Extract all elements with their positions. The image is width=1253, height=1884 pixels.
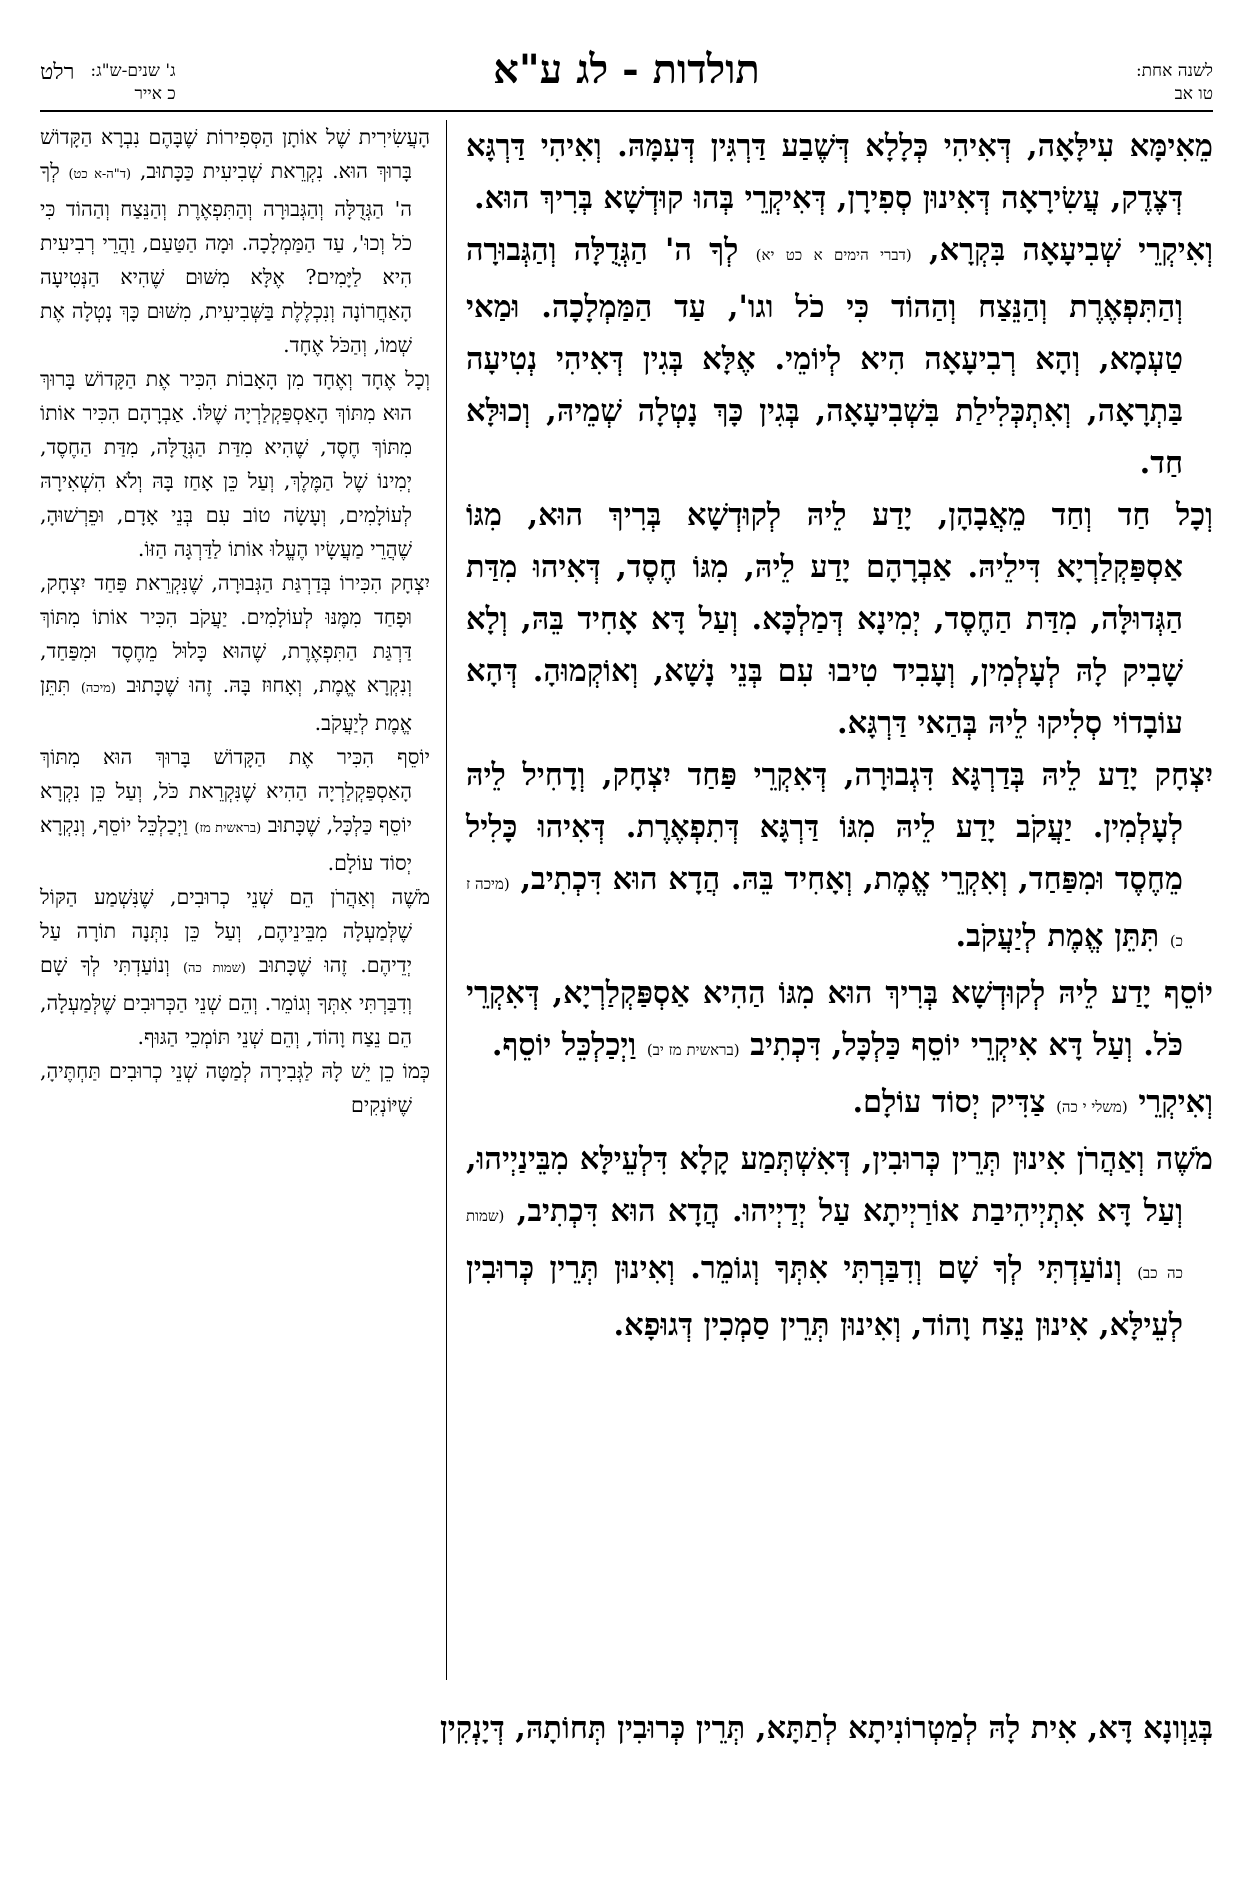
paragraph-text: יִצְחָק הִכִּירוֹ בְּדַרְגַּת הַגְּבוּרָה, שֶׁנִּקְרֵאת פַּחַד יִצְחָק, וּפָחַד מִמֶּנּוּ לְעוֹלָמִים. יַעֲקֹב הִכִּיר אוֹתוֹ מִתּוֹךְ דַּרְגַּת הַתִּפְאֶרֶת, שֶׁהוּא כָּלוּל מֵחֶסֶד וּמִפַּחַד, וְנִקְרָא אֱמֶת, וְאָחוּז בָּהּ. זֶהוּ שֶׁכָּתוּב xyxy=(40,571,430,697)
verse-reference: (מיכה ז כ) xyxy=(466,875,1183,950)
column-divider xyxy=(446,120,447,1680)
verse-reference: (שמות כה) xyxy=(182,961,246,976)
paragraph-text: וַיְכַלְכֵּל יוֹסֵף. xyxy=(491,1027,637,1063)
paragraph-text: וַיְכַלְכֵּל יוֹסֵף, וְנִקְרָא יְסוֹד עוֹלָם. xyxy=(40,813,412,875)
paragraph-text: צַדִּיק יְסוֹד עוֹלָם. xyxy=(852,1084,1046,1120)
schedule-three-years-date: כ אייר xyxy=(134,84,176,104)
paragraph-text: לְךָ ה' הַגְּדֻלָּה וְהַגְּבוּרָה וְהַתִּפְאֶרֶת וְהַנֵּצַח וְהַהוֹד כִּי כֹל וגו', עַד הַמַּמְלָכָה. וּמַאי טַעְמָא, וְהָא רְבִיעָאָה הִיא לְיוֹמֵי. אֶלָּא בְּגִין דְּאִיהִי נְטִיעָה בַּתְרָאָה, וְאִתְכְּלִילַת בִּשְׁבִיעָאָה, בְּגִין כָּךְ נָטְלָה שְׁמֵיהּ, וְכוּלָּא חַד. xyxy=(466,232,1183,481)
paragraph-text: וְנוֹעַדְתִּי לְךָ שָׁם וְדִבַּרְתִּי אִתְּךָ וְגוֹמֵר. וְהֵם שְׁנֵי הַכְּרוּבִים שֶׁלְּמַעְלָה, הֵם נֵצַח וָהוֹד, וְהֵם שְׁנֵי תּוֹמְכֵי הַגּוּף. xyxy=(40,953,412,1049)
main-paragraph xyxy=(466,120,1213,224)
main-paragraph xyxy=(466,489,1213,749)
main-paragraph xyxy=(466,967,1213,1076)
main-paragraph xyxy=(466,749,1213,967)
verse-reference: (ד"ה-א כט) xyxy=(68,167,132,182)
verse-reference: (בראשית מז) xyxy=(194,821,262,836)
paragraph-text: תִּתֵּן אֱמֶת לְיַעֲקֹב. xyxy=(955,918,1160,954)
paragraph-text: לְךָ ה' הַגְּדֻלָּה וְהַגְּבוּרָה וְהַתִּפְאֶרֶת וְהַנֵּצַח וְהַהוֹד כִּי כֹל וְכוּ', עַד הַמַּמְלָכָה. וּמָה הַטַּעַם, וַהֲרֵי רְבִיעִית הִיא לַיָּמִים? אֶלָּא מִשּׁוּם שֶׁהִיא הַנְּטִיעָה הָאַחֲרוֹנָה וְנִכְלֶלֶת בַּשְּׁבִיעִית, מִשּׁוּם כָּךְ נָטְלָה אֶת שְׁמוֹ, וְהַכֹּל אֶחָד. xyxy=(40,159,412,357)
side-paragraph xyxy=(40,740,430,880)
aramaic-main-text xyxy=(466,120,1213,1351)
schedule-three-years-label: ג' שנים-ש"ג: xyxy=(90,61,176,81)
main-paragraph xyxy=(466,224,1213,489)
schedule-three-years xyxy=(40,60,176,106)
paragraph-text: תִּתֵּן אֱמֶת לְיַעֲקֹב. xyxy=(40,673,412,735)
main-paragraph xyxy=(466,1133,1213,1351)
main-text-continuation-line: בְּגַוְונָא דָּא, אִית לָהּ לְמַטְרוֹנִיתָא לְתַתָּא, תְּרֵין כְּרוּבִין תְּחוֹתָהּ, דְּיָנְקִין xyxy=(439,1710,1213,1746)
page-number: רלט xyxy=(40,60,75,85)
page-title: תולדות - לג ע"א xyxy=(493,46,760,93)
schedule-one-year-label: לשנה אחת: xyxy=(1135,61,1213,81)
verse-reference: (דברי הימים א כט יא) xyxy=(755,246,912,264)
side-paragraph xyxy=(40,566,430,740)
main-paragraph xyxy=(466,1076,1213,1133)
verse-reference: (בראשית מז יב) xyxy=(646,1041,740,1059)
side-paragraph xyxy=(40,1054,430,1122)
verse-reference: (משלי י כה) xyxy=(1056,1098,1128,1116)
verse-reference: (שמות כה כב) xyxy=(466,1207,1183,1282)
paragraph-text: וְאִיקְרֵי שְׁבִיעָאָה בִּקְרָא, xyxy=(928,232,1213,268)
side-paragraph xyxy=(40,362,430,566)
verse-reference: (מיכה) xyxy=(80,681,116,696)
schedule-one-year-date: טו אב xyxy=(1174,84,1213,104)
paragraph-text: מֵאִימָּא עִילָּאָה, דְּאִיהִי כְּלָלָא דְּשֶׁבַע דַּרְגִּין דְּעִמָּהּ. וְאִיהִי דַּרְגָּא דְּצֶדֶק, עֲשִׂירָאָה דְּאִינוּן סְפִירָן, דְּאִיקְרֵי בְּהוּ קוּדְשָׁא בְּרִיךְ הוּא. xyxy=(466,128,1213,216)
paragraph-text: הָעֲשִׂירִית שֶׁל אוֹתָן הַסְּפִירוֹת שֶׁבָּהֶם נִבְרָא הַקָּדוֹשׁ בָּרוּךְ הוּא. נִקְרֵאת שְׁבִיעִית כַּכָּתוּב, xyxy=(40,125,430,183)
paragraph-text: וְכָל אֶחָד וְאֶחָד מִן הָאָבוֹת הִכִּיר אֶת הַקָּדוֹשׁ בָּרוּךְ הוּא מִתּוֹךְ הָאַסְפַּקְלַרְיָה שֶׁלּוֹ. אַבְרָהָם הִכִּיר אוֹתוֹ מִתּוֹךְ חֶסֶד, שֶׁהִיא מִדַּת הַגְּדֻלָּה, מִדַּת הַחֶסֶד, יְמִינוֹ שֶׁל הַמֶּלֶךְ, וְעַל כֵּן אָחַז בָּהּ וְלֹא הִשְׁאִירָהּ לְעוֹלָמִים, וְעָשָׂה טוֹב עִם בְּנֵי אָדָם, וּפֵרְשׁוּהָ, שֶׁהֲרֵי מַעֲשָׂיו הֶעֱלוּ אוֹתוֹ לַדַּרְגָּה הַזּוֹ. xyxy=(40,367,430,561)
hebrew-translation-column xyxy=(40,120,430,1122)
paragraph-text: יוֹסֵף הִכִּיר אֶת הַקָּדוֹשׁ בָּרוּךְ הוּא מִתּוֹךְ הָאַסְפַּקְלַרְיָה הַהִיא שֶׁנִּקְרֵאת כֹּל, וְעַל כֵּן נִקְרָא יוֹסֵף כַּלְכָּל, שֶׁכָּתוּב xyxy=(40,745,430,837)
paragraph-text: מֹשֶׁה וְאַהֲרֹן הֵם שְׁנֵי כְרוּבִים, שֶׁנִּשְׁמַע הַקּוֹל שֶׁלְּמַעְלָה מִבֵּינֵיהֶם, וְעַל כֵּן נִתְּנָה תוֹרָה עַל יְדֵיהֶם. זֶהוּ שֶׁכָּתוּב xyxy=(40,885,430,977)
paragraph-text: מֹשֶׁה וְאַהֲרֹן אִינוּן תְּרֵין כְּרוּבִין, דְּאִשְׁתְּמַע קָלָא דִּלְעֵילָּא מִבֵּינַיְיהוּ, וְעַל דָּא אִתְיְיהִיבַת אוֹרַיְיתָא עַל יְדַיְיהוּ. הֲדָא הוּא דִּכְתִיב, xyxy=(466,1141,1213,1229)
paragraph-text: וְכָל חַד וְחַד מֵאֲבָהָן, יָדַע לֵיהּ לְקוּדְשָׁא בְּרִיךְ הוּא, מִגּוֹ אַסְפַּקְלַרְיָא דִּילֵיהּ. אַבְרָהָם יָדַע לֵיהּ, מִגּוֹ חֶסֶד, דְּאִיהוּ מִדַּת הַגְּדוּלָּה, מִדַּת הַחֶסֶד, יְמִינָא דְּמַלְכָּא. וְעַל דָּא אָחִיד בֵּהּ, וְלָא שָׁבִיק לָהּ לְעָלְמִין, וְעָבִיד טִיבוּ עִם בְּנֵי נָשָׁא, וְאוֹקְמוּהָ. דְּהָא עוֹבָדוֹי סְלִיקוּ לֵיהּ בְּהַאי דַּרְגָּא. xyxy=(466,497,1213,741)
side-paragraph xyxy=(40,120,430,362)
paragraph-text: יִצְחָק יָדַע לֵיהּ בְּדַרְגָּא דִּגְבוּרָה, דְּאִקְרֵי פַּחַד יִצְחָק, וְדָחִיל לֵיהּ לְעָלְמִין. יַעֲקֹב יָדַע לֵיהּ מִגּוֹ דַּרְגָּא דְּתִפְאֶרֶת. דְּאִיהוּ כָּלִיל מֵחֶסֶד וּמִפַּחַד, וְאִקְרֵי אֱמֶת, וְאָחִיד בֵּהּ. הֲדָא הוּא דִּכְתִיב, xyxy=(466,757,1213,897)
paragraph-text: וְאִיקְרֵי xyxy=(1138,1084,1213,1120)
paragraph-text: כְּמוֹ כֵן יֵשׁ לָהּ לַגְּבִירָה לְמַטָּה שְׁנֵי כְרוּבִים תַּחְתֶּיהָ, שֶׁיּוֹנְקִים xyxy=(40,1059,430,1117)
side-paragraph xyxy=(40,880,430,1054)
paragraph-text: יוֹסֵף יָדַע לֵיהּ לְקוּדְשָׁא בְּרִיךְ הוּא מִגּוֹ הַהִיא אַסְפַּקְלַרְיָא, דְּאִקְרֵי כֹּל. וְעַל דָּא אִיקְרֵי יוֹסֵף כַּלְכָּל, דִּכְתִיב xyxy=(466,975,1213,1063)
page-header xyxy=(40,40,1213,112)
header-rule xyxy=(40,110,1213,112)
paragraph-text: וְנוֹעַדְתִּי לְךָ שָׁם וְדִבַּרְתִּי אִתְּךָ וְגוֹמֵר. וְאִינוּן תְּרֵין כְּרוּבִין לְעֵילָּא, אִינוּן נֵצַח וָהוֹד, וְאִינוּן תְּרֵין סַמְכִין דְּגוּפָא. xyxy=(466,1250,1183,1343)
